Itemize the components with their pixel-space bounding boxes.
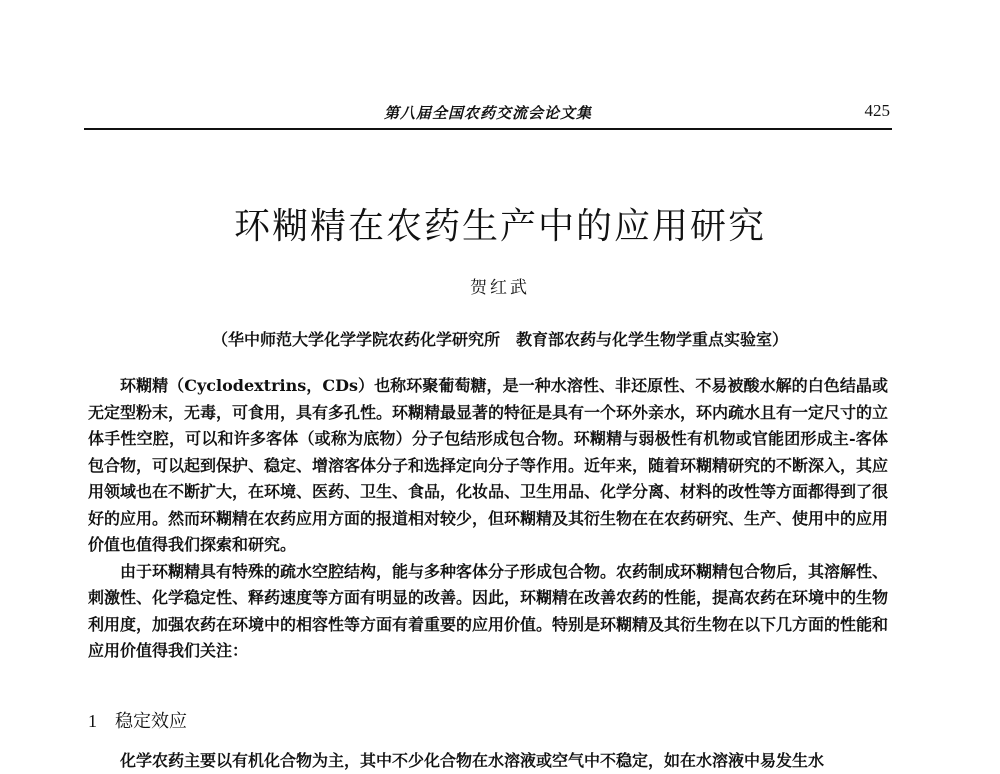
author-name: 贺红武 xyxy=(470,278,530,298)
author-affiliation: （华中师范大学化学学院农药化学研究所 教育部农药与化学生物学重点实验室） xyxy=(211,330,788,349)
section-heading xyxy=(88,707,187,733)
section-number: 1 xyxy=(88,711,97,731)
running-header xyxy=(84,100,892,130)
journal-name: 第八届全国农药交流会论文集 xyxy=(383,104,592,122)
paragraph-intro: 环糊精（Cyclodextrins，CDs）也称环聚葡萄糖，是一种水溶性、非还原性、不易被酸水解的白色结晶或无定型粉末，无毒，可食用，具有多孔性。环糊精最显著的特征是具有一个环外亲水，环内疏水且有一定尺寸的立体手性空腔，可以和许多客体（或称为底物）分子包结形成包合物。环糊精与弱极性有机物或官能团形成主-客体包合物，可以起到保护、稳定、增溶客体分子和选择定向分子等作用。近年来，随着环糊精研究的不断深入，其应用领域也在不断扩大，在环境、医药、卫生、食品，化妆品、卫生用品、化学分离、材料的改性等方面都得到了很好的应用。然而环糊精在农药应用方面的报道相对较少，但环糊精及其衍生物在在农药研究、生产、使用中的应用价值也值得我们探索和研究。 xyxy=(88,376,889,554)
section-title: 稳定效应 xyxy=(115,711,187,732)
body-text xyxy=(88,373,888,665)
partial-body-line: 化学农药主要以有机化合物为主，其中不少化合物在水溶液或空气中不稳定，如在水溶液中易发生水 xyxy=(120,751,825,770)
paper-title: 环糊精在农药生产中的应用研究 xyxy=(233,206,766,247)
paragraph-structure: 由于环糊精具有特殊的疏水空腔结构，能与多种客体分子形成包合物。农药制成环糊精包合物后，其溶解性、刺激性、化学稳定性、释药速度等方面有明显的改善。因此，环糊精在改善农药的性能，提高农药在环境中的生物利用度，加强农药在环境中的相容性等方面有着重要的应用价值。特别是环糊精及其衍生物在以下几方面的性能和应用价值得我们关注： xyxy=(88,561,889,660)
page-number: 425 xyxy=(864,101,890,120)
